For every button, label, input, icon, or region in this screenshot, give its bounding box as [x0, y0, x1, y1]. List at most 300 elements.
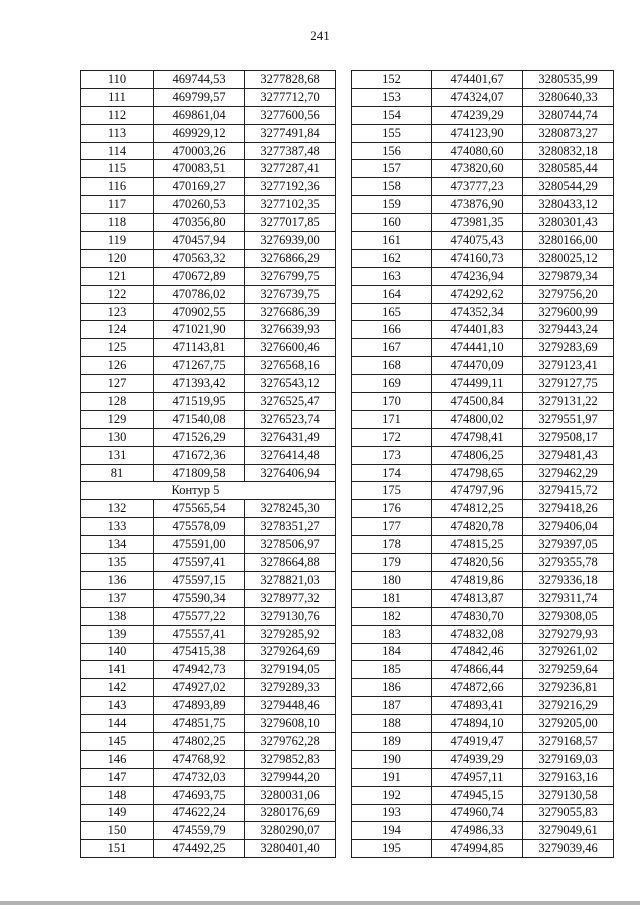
y-coordinate: 3279443,24: [523, 321, 614, 339]
coordinates-table-left: [80, 70, 336, 858]
y-coordinate: 3279259,64: [523, 661, 614, 679]
y-coordinate: 3279418,26: [523, 500, 614, 518]
x-coordinate: 474075,43: [432, 232, 523, 250]
y-coordinate: 3280176,69: [245, 804, 336, 822]
table-row: [81, 571, 336, 589]
point-number: 144: [81, 715, 154, 733]
table-row: [352, 625, 614, 643]
x-coordinate: 474080,60: [432, 142, 523, 160]
y-coordinate: 3277491,84: [245, 124, 336, 142]
table-row: [352, 428, 614, 446]
table-row: [352, 536, 614, 554]
point-number: 140: [81, 643, 154, 661]
y-coordinate: 3276799,75: [245, 267, 336, 285]
x-coordinate: 469861,04: [154, 106, 245, 124]
x-coordinate: 470786,02: [154, 285, 245, 303]
table-row: [352, 303, 614, 321]
table-row: [81, 410, 336, 428]
scan-edge: [0, 901, 640, 905]
table-row: [352, 840, 614, 858]
x-coordinate: 474401,67: [432, 71, 523, 89]
x-coordinate: 475415,38: [154, 643, 245, 661]
table-row: [352, 285, 614, 303]
x-coordinate: 474802,25: [154, 732, 245, 750]
point-number: 112: [81, 106, 154, 124]
x-coordinate: 469799,57: [154, 88, 245, 106]
y-coordinate: 3280433,12: [523, 196, 614, 214]
table-row: [352, 804, 614, 822]
x-coordinate: 473820,60: [432, 160, 523, 178]
x-coordinate: 474800,02: [432, 410, 523, 428]
point-number: 143: [81, 697, 154, 715]
table-row: [81, 697, 336, 715]
y-coordinate: 3279264,69: [245, 643, 336, 661]
table-row: [81, 71, 336, 89]
table-row: [81, 142, 336, 160]
x-coordinate: 470563,32: [154, 249, 245, 267]
point-number: 186: [352, 679, 432, 697]
x-coordinate: 474832,08: [432, 625, 523, 643]
point-number: 157: [352, 160, 432, 178]
table-row: [352, 339, 614, 357]
table-row: [352, 410, 614, 428]
x-coordinate: 474123,90: [432, 124, 523, 142]
y-coordinate: 3276568,16: [245, 357, 336, 375]
y-coordinate: 3279127,75: [523, 375, 614, 393]
table-row: [352, 124, 614, 142]
x-coordinate: 471021,90: [154, 321, 245, 339]
point-number: 145: [81, 732, 154, 750]
y-coordinate: 3277387,48: [245, 142, 336, 160]
table-row: [352, 697, 614, 715]
point-number: 139: [81, 625, 154, 643]
point-number: 162: [352, 249, 432, 267]
x-coordinate: 470083,51: [154, 160, 245, 178]
table-row: [81, 536, 336, 554]
y-coordinate: 3277712,70: [245, 88, 336, 106]
y-coordinate: 3278821,03: [245, 571, 336, 589]
point-number: 181: [352, 589, 432, 607]
table-row: [81, 643, 336, 661]
point-number: 147: [81, 768, 154, 786]
y-coordinate: 3280832,18: [523, 142, 614, 160]
x-coordinate: 474820,78: [432, 518, 523, 536]
point-number: 172: [352, 428, 432, 446]
point-number: 149: [81, 804, 154, 822]
point-number: 183: [352, 625, 432, 643]
table-row: [81, 554, 336, 572]
x-coordinate: 474812,25: [432, 500, 523, 518]
y-coordinate: 3279055,83: [523, 804, 614, 822]
point-number: 133: [81, 518, 154, 536]
y-coordinate: 3279852,83: [245, 750, 336, 768]
y-coordinate: 3279756,20: [523, 285, 614, 303]
x-coordinate: 471526,29: [154, 428, 245, 446]
table-row: [352, 71, 614, 89]
y-coordinate: 3279600,99: [523, 303, 614, 321]
table-row: [81, 106, 336, 124]
y-coordinate: 3280166,00: [523, 232, 614, 250]
point-number: 168: [352, 357, 432, 375]
y-coordinate: 3280401,40: [245, 840, 336, 858]
point-number: 173: [352, 446, 432, 464]
x-coordinate: 471143,81: [154, 339, 245, 357]
point-number: 110: [81, 71, 154, 89]
y-coordinate: 3279283,69: [523, 339, 614, 357]
y-coordinate: 3277102,35: [245, 196, 336, 214]
x-coordinate: 474851,75: [154, 715, 245, 733]
table-row: [352, 160, 614, 178]
x-coordinate: 474893,41: [432, 697, 523, 715]
x-coordinate: 474994,85: [432, 840, 523, 858]
table-row: [81, 840, 336, 858]
y-coordinate: 3276639,93: [245, 321, 336, 339]
point-number: 190: [352, 750, 432, 768]
point-number: 123: [81, 303, 154, 321]
y-coordinate: 3279279,93: [523, 625, 614, 643]
point-number: 159: [352, 196, 432, 214]
table-row: [352, 88, 614, 106]
x-coordinate: 474820,56: [432, 554, 523, 572]
point-number: 184: [352, 643, 432, 661]
y-coordinate: 3276939,00: [245, 232, 336, 250]
table-row: [352, 589, 614, 607]
x-coordinate: 474842,46: [432, 643, 523, 661]
x-coordinate: 470457,94: [154, 232, 245, 250]
table-row: [81, 679, 336, 697]
x-coordinate: 474470,09: [432, 357, 523, 375]
x-coordinate: 471540,08: [154, 410, 245, 428]
point-number: 166: [352, 321, 432, 339]
table-row: [352, 249, 614, 267]
y-coordinate: 3280585,44: [523, 160, 614, 178]
table-row: [352, 446, 614, 464]
y-coordinate: 3277600,56: [245, 106, 336, 124]
x-coordinate: 474986,33: [432, 822, 523, 840]
point-number: 126: [81, 357, 154, 375]
y-coordinate: 3279285,92: [245, 625, 336, 643]
point-number: 128: [81, 393, 154, 411]
table-row: [81, 786, 336, 804]
y-coordinate: 3279481,43: [523, 446, 614, 464]
point-number: 111: [81, 88, 154, 106]
x-coordinate: 473981,35: [432, 214, 523, 232]
point-number: 188: [352, 715, 432, 733]
y-coordinate: 3279261,02: [523, 643, 614, 661]
table-row: [81, 249, 336, 267]
point-number: 194: [352, 822, 432, 840]
table-row: [352, 142, 614, 160]
table-row: [81, 196, 336, 214]
table-row: [352, 768, 614, 786]
y-coordinate: 3279194,05: [245, 661, 336, 679]
x-coordinate: 469929,12: [154, 124, 245, 142]
table-row: [81, 321, 336, 339]
y-coordinate: 3280535,99: [523, 71, 614, 89]
y-coordinate: 3279397,05: [523, 536, 614, 554]
x-coordinate: 474942,73: [154, 661, 245, 679]
y-coordinate: 3279123,41: [523, 357, 614, 375]
x-coordinate: 474492,25: [154, 840, 245, 858]
table-row: [352, 822, 614, 840]
y-coordinate: 3279168,57: [523, 732, 614, 750]
table-row: [81, 732, 336, 750]
point-number: 138: [81, 607, 154, 625]
x-coordinate: 471267,75: [154, 357, 245, 375]
point-number: 142: [81, 679, 154, 697]
table-row: [352, 482, 614, 500]
point-number: 136: [81, 571, 154, 589]
y-coordinate: 3279879,34: [523, 267, 614, 285]
x-coordinate: 475557,41: [154, 625, 245, 643]
y-coordinate: 3277017,85: [245, 214, 336, 232]
x-coordinate: 474768,92: [154, 750, 245, 768]
x-coordinate: 470902,55: [154, 303, 245, 321]
x-coordinate: 474919,47: [432, 732, 523, 750]
table-row: [81, 822, 336, 840]
y-coordinate: 3279944,20: [245, 768, 336, 786]
y-coordinate: 3279163,16: [523, 768, 614, 786]
x-coordinate: 474441,10: [432, 339, 523, 357]
point-number: 155: [352, 124, 432, 142]
point-number: 141: [81, 661, 154, 679]
y-coordinate: 3280031,06: [245, 786, 336, 804]
x-coordinate: 474945,15: [432, 786, 523, 804]
x-coordinate: 471519,95: [154, 393, 245, 411]
table-row: [81, 661, 336, 679]
point-number: 137: [81, 589, 154, 607]
table-row: [352, 643, 614, 661]
y-coordinate: 3279355,78: [523, 554, 614, 572]
y-coordinate: 3279216,29: [523, 697, 614, 715]
x-coordinate: 473777,23: [432, 178, 523, 196]
table-row: [81, 214, 336, 232]
table-row: [352, 750, 614, 768]
point-number: 163: [352, 267, 432, 285]
y-coordinate: 3279462,29: [523, 464, 614, 482]
point-number: 135: [81, 554, 154, 572]
x-coordinate: 471672,36: [154, 446, 245, 464]
point-number: 177: [352, 518, 432, 536]
x-coordinate: 474324,07: [432, 88, 523, 106]
point-number: 120: [81, 249, 154, 267]
table-row: [81, 267, 336, 285]
table-row: [352, 786, 614, 804]
table-row: [81, 500, 336, 518]
x-coordinate: 474894,10: [432, 715, 523, 733]
table-row: [81, 393, 336, 411]
y-coordinate: 3279308,05: [523, 607, 614, 625]
table-row: [352, 267, 614, 285]
point-number: 134: [81, 536, 154, 554]
table-row: [81, 518, 336, 536]
y-coordinate: 3279131,22: [523, 393, 614, 411]
x-coordinate: 475565,54: [154, 500, 245, 518]
x-coordinate: 474559,79: [154, 822, 245, 840]
y-coordinate: 3276406,94: [245, 464, 336, 482]
table-row: [352, 232, 614, 250]
point-number: 150: [81, 822, 154, 840]
table-row: [352, 518, 614, 536]
y-coordinate: 3277192,36: [245, 178, 336, 196]
table-row: [81, 715, 336, 733]
x-coordinate: 474798,41: [432, 428, 523, 446]
x-coordinate: 471393,42: [154, 375, 245, 393]
point-number: 129: [81, 410, 154, 428]
y-coordinate: 3279311,74: [523, 589, 614, 607]
y-coordinate: 3279205,00: [523, 715, 614, 733]
x-coordinate: 475590,34: [154, 589, 245, 607]
table-row: [352, 715, 614, 733]
x-coordinate: 469744,53: [154, 71, 245, 89]
x-coordinate: 474352,34: [432, 303, 523, 321]
point-number: 116: [81, 178, 154, 196]
table-row: [81, 589, 336, 607]
y-coordinate: 3279406,04: [523, 518, 614, 536]
point-number: 113: [81, 124, 154, 142]
y-coordinate: 3279039,46: [523, 840, 614, 858]
y-coordinate: 3276686,39: [245, 303, 336, 321]
table-row: [352, 357, 614, 375]
table-row: [81, 178, 336, 196]
point-number: 178: [352, 536, 432, 554]
y-coordinate: 3279236,81: [523, 679, 614, 697]
x-coordinate: 474939,29: [432, 750, 523, 768]
x-coordinate: 470003,26: [154, 142, 245, 160]
y-coordinate: 3280744,74: [523, 106, 614, 124]
point-number: 193: [352, 804, 432, 822]
x-coordinate: 474798,65: [432, 464, 523, 482]
y-coordinate: 3279448,46: [245, 697, 336, 715]
x-coordinate: 474815,25: [432, 536, 523, 554]
x-coordinate: 470356,80: [154, 214, 245, 232]
table-row: [352, 661, 614, 679]
empty-cell: [81, 482, 154, 500]
table-row: [81, 160, 336, 178]
y-coordinate: 3278506,97: [245, 536, 336, 554]
x-coordinate: 475577,22: [154, 607, 245, 625]
x-coordinate: 470169,27: [154, 178, 245, 196]
y-coordinate: 3280290,07: [245, 822, 336, 840]
point-number: 146: [81, 750, 154, 768]
table-row: [81, 625, 336, 643]
x-coordinate: 475591,00: [154, 536, 245, 554]
y-coordinate: 3279130,58: [523, 786, 614, 804]
y-coordinate: 3276523,74: [245, 410, 336, 428]
point-number: 117: [81, 196, 154, 214]
point-number: 180: [352, 571, 432, 589]
y-coordinate: 3279608,10: [245, 715, 336, 733]
y-coordinate: 3277287,41: [245, 160, 336, 178]
point-number: 170: [352, 393, 432, 411]
x-coordinate: 475597,41: [154, 554, 245, 572]
x-coordinate: 474960,74: [432, 804, 523, 822]
y-coordinate: 3279415,72: [523, 482, 614, 500]
point-number: 124: [81, 321, 154, 339]
y-coordinate: 3278351,27: [245, 518, 336, 536]
y-coordinate: 3278245,30: [245, 500, 336, 518]
x-coordinate: 474292,62: [432, 285, 523, 303]
coordinates-table-right: [351, 70, 614, 858]
point-number: 121: [81, 267, 154, 285]
point-number: 189: [352, 732, 432, 750]
x-coordinate: 474499,11: [432, 375, 523, 393]
point-number: 191: [352, 768, 432, 786]
point-number: 131: [81, 446, 154, 464]
table-row: [352, 500, 614, 518]
table-row: [352, 321, 614, 339]
point-number: 132: [81, 500, 154, 518]
table-row: [81, 124, 336, 142]
table-row: [81, 607, 336, 625]
y-coordinate: 3279762,28: [245, 732, 336, 750]
x-coordinate: 474693,75: [154, 786, 245, 804]
table-row: [81, 768, 336, 786]
y-coordinate: 3278664,88: [245, 554, 336, 572]
y-coordinate: 3280544,29: [523, 178, 614, 196]
point-number: 175: [352, 482, 432, 500]
point-number: 152: [352, 71, 432, 89]
x-coordinate: 474236,94: [432, 267, 523, 285]
point-number: 176: [352, 500, 432, 518]
point-number: 130: [81, 428, 154, 446]
point-number: 171: [352, 410, 432, 428]
table-row: [352, 464, 614, 482]
y-coordinate: 3279169,03: [523, 750, 614, 768]
y-coordinate: 3276739,75: [245, 285, 336, 303]
point-number: 161: [352, 232, 432, 250]
y-coordinate: 3278977,32: [245, 589, 336, 607]
y-coordinate: 3276866,29: [245, 249, 336, 267]
y-coordinate: 3276431,49: [245, 428, 336, 446]
x-coordinate: 474813,87: [432, 589, 523, 607]
y-coordinate: 3276600,46: [245, 339, 336, 357]
point-number: 160: [352, 214, 432, 232]
table-row: [81, 357, 336, 375]
table-row: [352, 732, 614, 750]
table-row: [352, 214, 614, 232]
y-coordinate: 3280640,33: [523, 88, 614, 106]
y-coordinate: 3279130,76: [245, 607, 336, 625]
point-number: 125: [81, 339, 154, 357]
point-number: 127: [81, 375, 154, 393]
y-coordinate: 3276414,48: [245, 446, 336, 464]
y-coordinate: 3276543,12: [245, 375, 336, 393]
table-row: [81, 303, 336, 321]
x-coordinate: 474797,96: [432, 482, 523, 500]
point-number: 115: [81, 160, 154, 178]
point-number: 151: [81, 840, 154, 858]
point-number: 156: [352, 142, 432, 160]
contour-label: Контур 5: [154, 482, 336, 500]
table-row: [352, 554, 614, 572]
point-number: 187: [352, 697, 432, 715]
x-coordinate: 474927,02: [154, 679, 245, 697]
table-row: [352, 106, 614, 124]
y-coordinate: 3280873,27: [523, 124, 614, 142]
point-number: 174: [352, 464, 432, 482]
table-row: [352, 178, 614, 196]
x-coordinate: 474819,86: [432, 571, 523, 589]
point-number: 169: [352, 375, 432, 393]
point-number: 114: [81, 142, 154, 160]
y-coordinate: 3276525,47: [245, 393, 336, 411]
y-coordinate: 3279336,18: [523, 571, 614, 589]
table-row: [81, 339, 336, 357]
point-number: 122: [81, 285, 154, 303]
y-coordinate: 3279508,17: [523, 428, 614, 446]
point-number: 119: [81, 232, 154, 250]
